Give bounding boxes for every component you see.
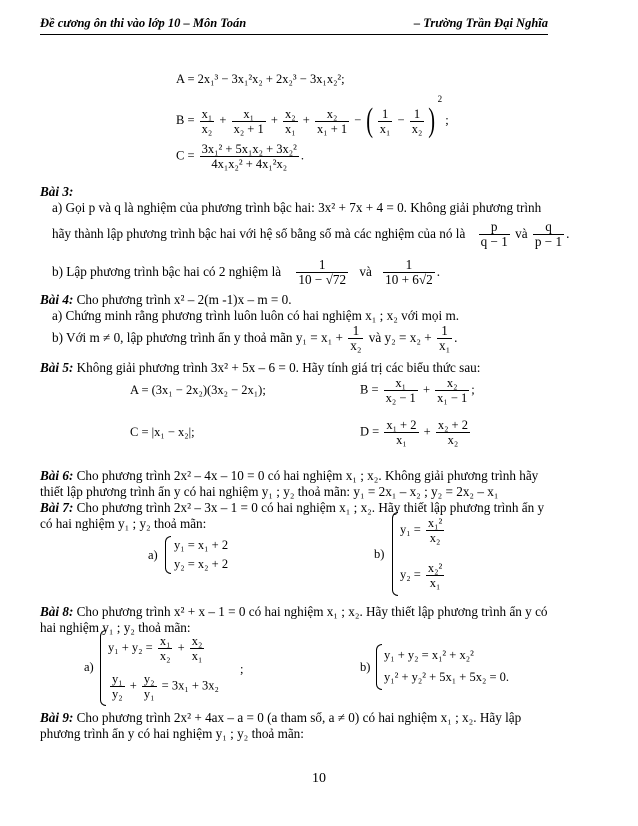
bai7-a-label: a) [148, 548, 158, 562]
formula-b-frac: $\frac{1}{\text{x₁}}$ [379, 106, 391, 136]
bai4-a: a) Chứng minh rằng phương trình luôn luôn có hai nghiệm x₁ ; x₂ với mọi m. [52, 308, 460, 323]
bai4-line: Bài 4: Cho phương trình x² – 2(m -1)x – m = 0. [40, 292, 292, 307]
bai3-a-line1: a) Gọi p và q là nghiệm của phương trình bậc hai: 3x² + 7x + 4 = 0. Không giải phương trình [52, 200, 542, 215]
bai6-line2: thiết lập phương trình ẩn y có hai nghiệm y₁ ; y₂ thoả mãn: y₁ = 2x₁ – x₂ ; y₂ = 2x₂ – x₁ [40, 484, 499, 499]
bai8-a-sep: ; [240, 662, 244, 676]
formula-b-frac: $\frac{\text{x₁}}{\text{x₂ + 1}}$ [233, 106, 264, 136]
bai7-a-eq1: y₁ = x₁ + 2 [174, 538, 229, 552]
formula-b-frac: $\frac{\text{x₁}}{\text{x₂}}$ [201, 106, 213, 136]
bai7-line2: có hai nghiệm y₁ ; y₂ thoả mãn: [40, 516, 207, 531]
bai8-b-label: b) [360, 660, 371, 674]
formula-b-frac: $\frac{\text{x₂}}{\text{x₁ + 1}}$ [316, 106, 348, 136]
bai8-a-eq1: y₁ + y₂ = $\frac{\text{x₁}}{\text{x₂}}$ + $\frac{\text{x₂}}{\text{x₁}}$ [108, 634, 203, 663]
bai7-b-label: b) [374, 547, 385, 561]
bai8-a-brace [100, 630, 106, 706]
bai8-a-label: a) [84, 660, 94, 674]
bai5-c: C = |x₁ − x₂|; [130, 425, 195, 439]
bai7-b-brace [392, 512, 398, 596]
bai8-b-brace [376, 644, 382, 690]
formula-c: C = $\frac{\text{3x₁² + 5x₁x₂ + 3x₂²}}{\text{4x₁x₂² + 4x₁²x₂}}$ . [176, 142, 305, 171]
formula-c-frac: $\frac{\text{3x₁² + 5x₁x₂ + 3x₂²}}{\text{4x₁x₂² + 4x₁²x₂}}$ [201, 142, 297, 171]
bai8-line1: Bài 8: Cho phương trình x² + x – 1 = 0 có hai nghiệm x₁ ; x₂. Hãy thiết lập phương trình ẩn y có [40, 604, 548, 619]
bai3-a-line2: hãy thành lập phương trình bậc hai với hệ số bằng số mà các nghiệm của nó là $\frac{p}{q - 1}$ và $\frac{q}{p - 1}$ . [52, 219, 570, 250]
bai3-b-line: b) Lập phương trình bậc hai có 2 nghiệm là $\frac{1}{10 - √72}$ và $\frac{1}{10 + 6√2}$ . [52, 257, 441, 288]
bai3-label: Bài 3: [40, 184, 74, 199]
bai7-b-eq2: y₂ = $\frac{\text{x₂²}}{\text{x₁}}$ [400, 561, 443, 590]
bai7-b-eq1: y₁ = $\frac{\text{x₁²}}{\text{x₂}}$ [400, 516, 443, 545]
bai7-line1: Bài 7: Cho phương trình 2x² – 3x – 1 = 0 có hai nghiệm x₁ ; x₂. Hãy thiết lập phương trình ẩn y [40, 500, 545, 515]
bai5-a: A = (3x₁ − 2x₂)(3x₂ − 2x₁); [130, 383, 266, 397]
formula-b-prefix: B = [176, 113, 195, 127]
page-number: 10 [312, 771, 326, 786]
formula-b: B = $\frac{\text{x₁}}{\text{x₂}}$ + $\frac{\text{x₁}}{\text{x₂ + 1}}$ + $\frac{\text{x₂}}{\text{x₁}}$ + $\frac{\text{x₂}}{\text{x₁ + 1}}$ − ( $\frac{1}{\text{x₁}}$ − $\frac{1}{\text{x₂}}$ )$^2$ ; [176, 94, 449, 140]
bai5-d: D = $\frac{\text{x₁ + 2}}{\text{x₁}}$ + $\frac{\text{x₂ + 2}}{\text{x₂}}$ [360, 418, 468, 447]
bai4-b: b) Với m ≠ 0, lập phương trình ẩn y thoả mãn y₁ = x₁ + $\frac{1}{\text{x₂}}$ và y₂ = x₂ + $\frac{1}{\text{x₁}}$ . [52, 323, 458, 354]
bai8-b-eq1: y₁ + y₂ = x₁² + x₂² [384, 648, 474, 662]
header-school: – Trường Trần Đại Nghĩa [413, 16, 548, 30]
bai9-line2: phương trình ẩn y có hai nghiệm y₁ ; y₂ thoả mãn: [40, 726, 304, 741]
bai7-a-brace [165, 536, 171, 574]
bai8-a-eq2: $\frac{\text{y₁}}{\text{y₂}}$ + $\frac{\text{y₂}}{\text{y₁}}$ = 3x₁ + 3x₂ [112, 672, 219, 701]
formula-b-frac: $\frac{1}{\text{x₂}}$ [411, 106, 423, 136]
formula-a: A = 2x₁³ − 3x₁²x₂ + 2x₂³ − 3x₁x₂²; [176, 72, 345, 86]
bai8-line2: hai nghiệm y₁ ; y₂ thoả mãn: [40, 620, 191, 635]
bai8-b-eq2: y₁² + y₂² + 5x₁ + 5x₂ = 0. [384, 670, 509, 684]
bai6-line1: Bài 6: Cho phương trình 2x² – 4x – 10 = 0 có hai nghiệm x₁ ; x₂. Không giải phương trình hãy [40, 468, 539, 483]
bai7-a-eq2: y₂ = x₂ + 2 [174, 557, 229, 571]
bai5-b: B = $\frac{\text{x₁}}{\text{x₂ − 1}}$ + $\frac{\text{x₂}}{\text{x₁ − 1}}$ ; [360, 376, 475, 405]
bai5-line: Bài 5: Không giải phương trình 3x² + 5x – 6 = 0. Hãy tính giá trị các biểu thức sau: [40, 360, 481, 375]
bai9-line1: Bài 9: Cho phương trình 2x² + 4ax – a = 0 (a tham số, a ≠ 0) có hai nghiệm x₁ ; x₂. Hãy lập [40, 710, 522, 725]
header-title: Đề cương ôn thi vào lớp 10 – Môn Toán [40, 16, 247, 30]
page-header [40, 12, 548, 35]
formula-b-frac: $\frac{\text{x₂}}{\text{x₁}}$ [285, 106, 296, 136]
